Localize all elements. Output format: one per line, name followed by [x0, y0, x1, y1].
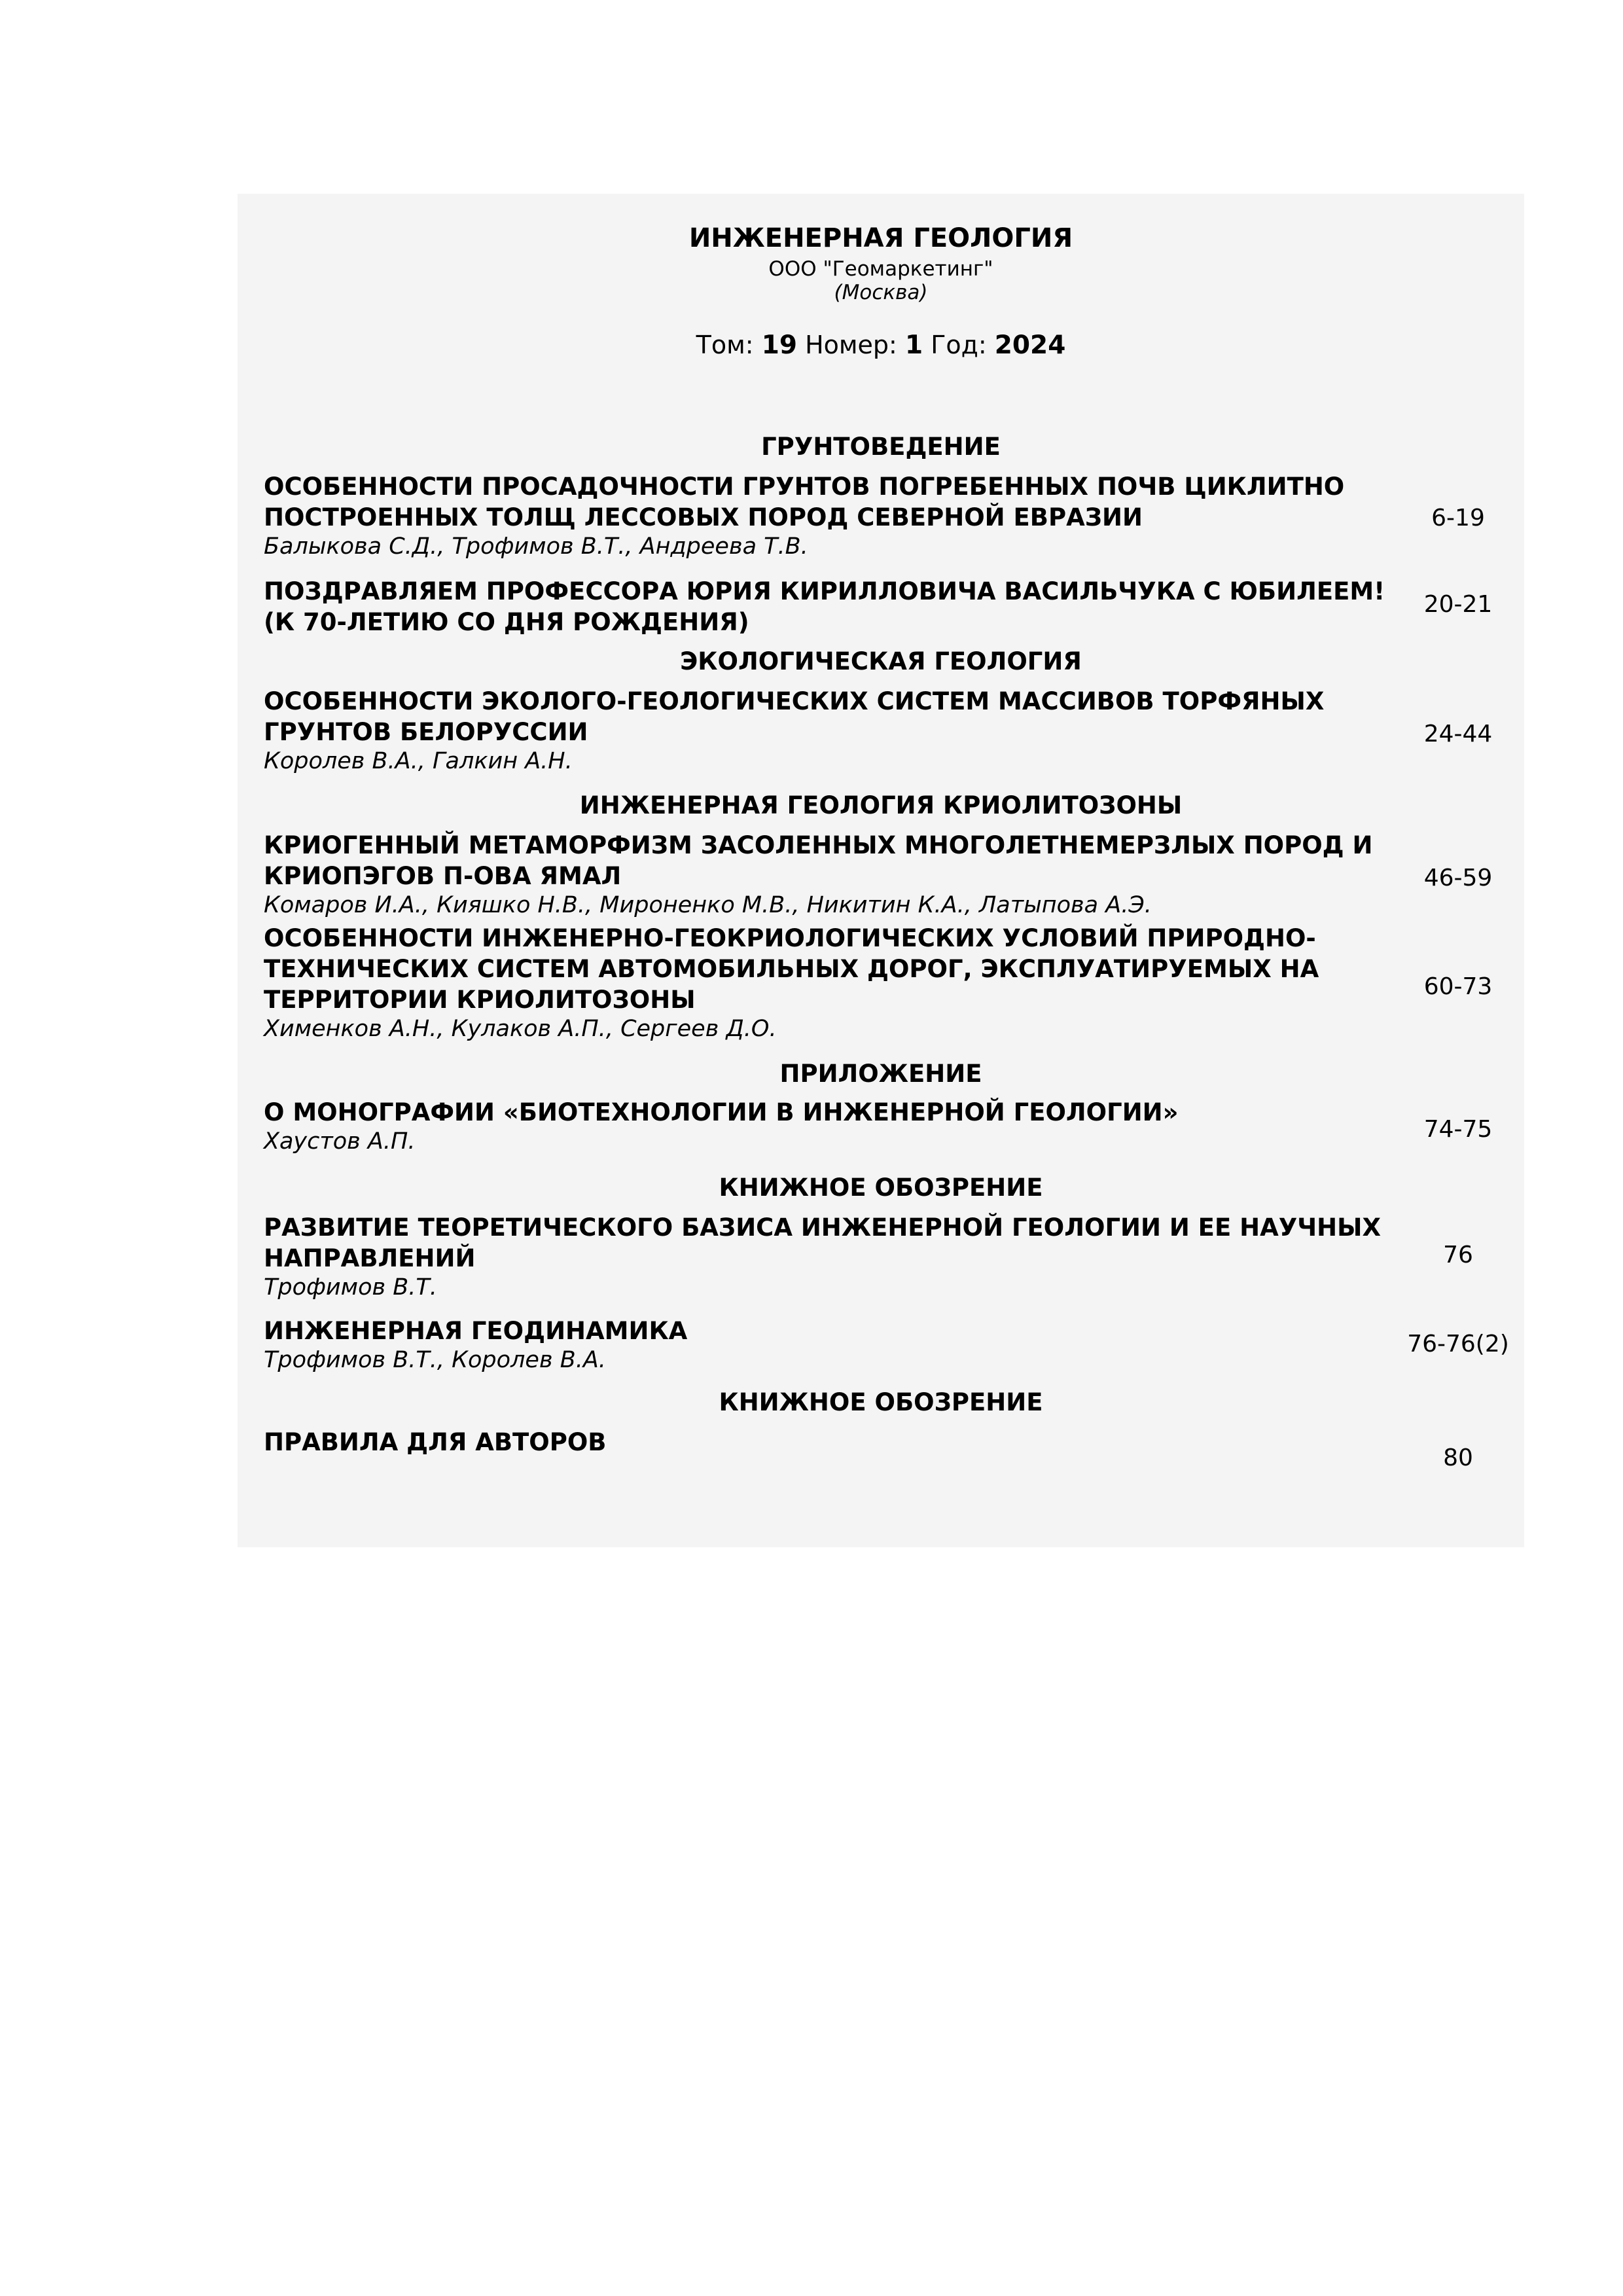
table-of-contents-panel — [238, 194, 1524, 1547]
article-title[interactable]: ПРАВИЛА ДЛЯ АВТОРОВ — [264, 1428, 607, 1456]
article-entry[interactable] — [264, 1427, 1389, 1458]
article-pages: 76 — [1443, 1242, 1473, 1268]
article-entry[interactable] — [264, 830, 1389, 920]
issue-info — [238, 330, 1524, 361]
article-entry[interactable] — [264, 923, 1389, 1043]
article-title[interactable]: ОСОБЕННОСТИ ЭКОЛОГО-ГЕОЛОГИЧЕСКИХ СИСТЕМ МАССИВОВ ТОРФЯНЫХ ГРУНТОВ БЕЛОРУССИИ — [264, 687, 1325, 746]
article-authors: Комаров И.А., Кияшко Н.В., Мироненко М.В., Никитин К.А., Латыпова А.Э. — [264, 892, 1152, 918]
article-pages: 24-44 — [1423, 721, 1493, 747]
article-title[interactable]: ИНЖЕНЕРНАЯ ГЕОДИНАМИКА — [264, 1317, 688, 1345]
section-heading: ПРИЛОЖЕНИЕ — [779, 1060, 982, 1088]
article-entry[interactable] — [264, 471, 1389, 561]
section-heading: КНИЖНОЕ ОБОЗРЕНИЕ — [719, 1388, 1043, 1416]
section-heading: ИНЖЕНЕРНАЯ ГЕОЛОГИЯ КРИОЛИТОЗОНЫ — [579, 791, 1183, 819]
section-heading: КНИЖНОЕ ОБОЗРЕНИЕ — [719, 1174, 1043, 1202]
article-title[interactable]: О МОНОГРАФИИ «БИОТЕХНОЛОГИИ В ИНЖЕНЕРНОЙ ГЕОЛОГИИ» — [264, 1098, 1179, 1126]
article-title[interactable]: КРИОГЕННЫЙ МЕТАМОРФИЗМ ЗАСОЛЕННЫХ МНОГОЛЕТНЕМЕРЗЛЫХ ПОРОД И КРИОПЭГОВ П-ОВА ЯМАЛ — [264, 831, 1373, 890]
volume-value: 19 — [761, 331, 797, 360]
publisher-city: (Москва) — [834, 281, 928, 304]
article-entry[interactable] — [264, 1212, 1389, 1302]
article-pages: 76-76(2) — [1407, 1331, 1509, 1357]
article-entry[interactable] — [264, 1316, 1389, 1374]
article-title[interactable]: ОСОБЕННОСТИ ПРОСАДОЧНОСТИ ГРУНТОВ ПОГРЕБЕННЫХ ПОЧВ ЦИКЛИТНО ПОСТРОЕННЫХ ТОЛЩ ЛЕССОВЫХ ПОРОД СЕВЕРНОЙ ЕВРАЗИИ — [264, 473, 1345, 531]
article-authors: Хаустов А.П. — [264, 1128, 416, 1155]
number-label: Номер: — [805, 331, 897, 359]
year-label: Год: — [931, 331, 987, 359]
section-heading: ГРУНТОВЕДЕНИЕ — [761, 433, 1001, 461]
article-authors: Балыкова С.Д., Трофимов В.Т., Андреева Т.В. — [264, 533, 808, 560]
article-authors: Королев В.А., Галкин А.Н. — [264, 748, 573, 774]
article-entry[interactable] — [264, 686, 1389, 776]
publisher: ООО "Геомаркетинг" — [768, 257, 993, 281]
article-pages: 60-73 — [1423, 973, 1493, 1000]
volume-label: Том: — [696, 331, 754, 359]
section-heading: ЭКОЛОГИЧЕСКАЯ ГЕОЛОГИЯ — [680, 647, 1082, 675]
number-value: 1 — [904, 331, 923, 360]
article-pages: 6-19 — [1431, 505, 1485, 531]
article-pages: 20-21 — [1423, 591, 1493, 618]
article-title[interactable]: ПОЗДРАВЛЯЕМ ПРОФЕССОРА ЮРИЯ КИРИЛЛОВИЧА ВАСИЛЬЧУКА С ЮБИЛЕЕМ! (К 70-ЛЕТИЮ СО ДНЯ РОЖДЕНИЯ) — [264, 577, 1385, 636]
article-title[interactable]: ОСОБЕННОСТИ ИНЖЕНЕРНО-ГЕОКРИОЛОГИЧЕСКИХ УСЛОВИЙ ПРИРОДНО-ТЕХНИЧЕСКИХ СИСТЕМ АВТОМОБИЛЬНЫХ ДОРОГ, ЭКСПЛУАТИРУЕМЫХ НА ТЕРРИТОРИИ КРИОЛИТОЗОНЫ — [264, 924, 1319, 1014]
article-entry[interactable] — [264, 1097, 1389, 1156]
article-authors: Трофимов В.Т., Королев В.А. — [264, 1347, 606, 1373]
year-value: 2024 — [994, 331, 1066, 360]
article-pages: 46-59 — [1423, 865, 1493, 891]
article-entry[interactable] — [264, 576, 1389, 637]
article-authors: Трофимов В.Т. — [264, 1274, 437, 1300]
article-title[interactable]: РАЗВИТИЕ ТЕОРЕТИЧЕСКОГО БАЗИСА ИНЖЕНЕРНОЙ ГЕОЛОГИИ И ЕЕ НАУЧНЫХ НАПРАВЛЕНИЙ — [264, 1213, 1381, 1272]
journal-title: ИНЖЕНЕРНАЯ ГЕОЛОГИЯ — [688, 223, 1073, 253]
article-pages: 80 — [1443, 1444, 1473, 1471]
article-authors: Хименков А.Н., Кулаков А.П., Сергеев Д.О. — [264, 1016, 777, 1042]
article-pages: 74-75 — [1423, 1116, 1493, 1143]
